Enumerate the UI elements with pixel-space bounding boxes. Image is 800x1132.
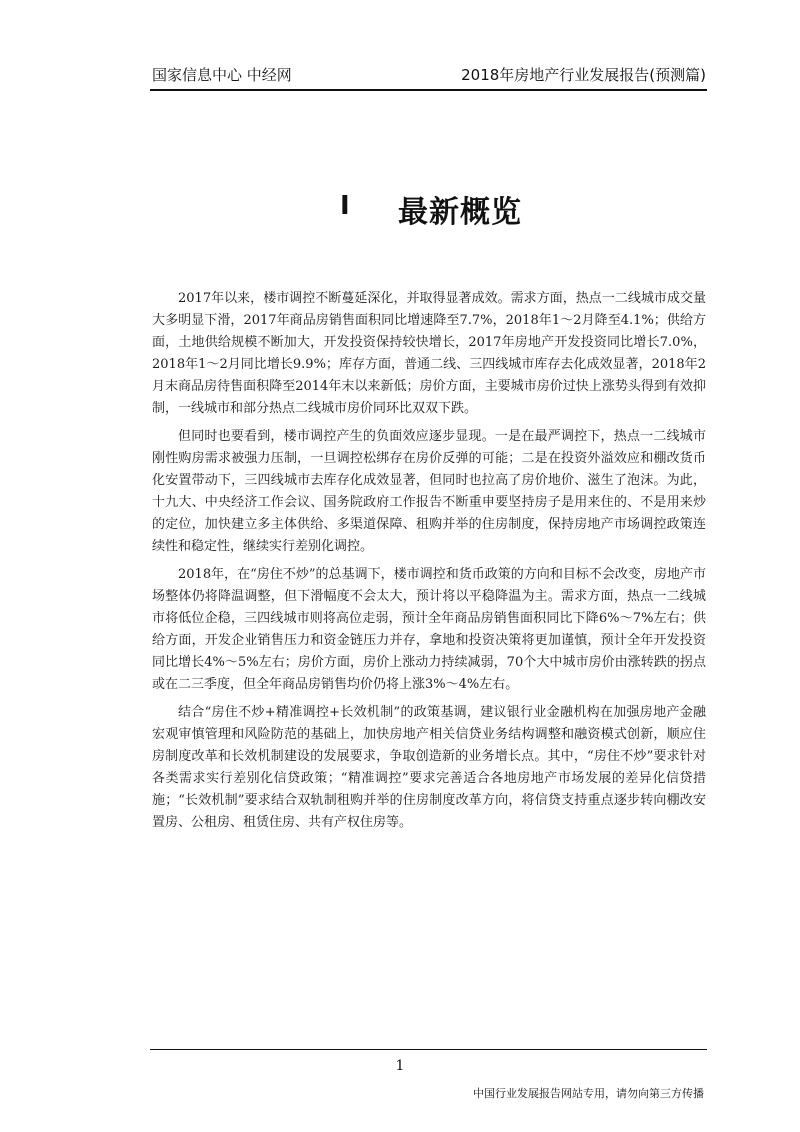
header-rule — [150, 89, 707, 91]
body-text — [152, 288, 706, 840]
chapter-title: 最新概览 — [398, 195, 522, 230]
paragraph: 结合“房住不炒+精准调控+长效机制”的政策基调，建议银行业金融机构在加强房地产金融宏观审慎管理和风险防范的基础上，加快房地产相关信贷业务结构调整和融资模式创新，顺应住房制度改革和长效机制建设的发展要求，争取创造新的业务增长点。其中，“房住不炒”要求针对各类需求实行差别化信贷政策；“精准调控”要求完善适合各地房地产市场发展的差异化信贷措施；“长效机制”要求结合双轨制租购并举的住房制度改革方向，将信贷支持重点逐步转向棚改安置房、公租房、租赁住房、共有产权住房等。 — [152, 705, 706, 830]
footer-note: 中国行业发展报告网站专用，请勿向第三方传播 — [473, 1087, 704, 1100]
header-report-title: 2018年房地产行业发展报告(预测篇) — [461, 66, 706, 84]
paragraph: 但同时也要看到，楼市调控产生的负面效应逐步显现。一是在最严调控下，热点一二线城市刚性购房需求被强力压制，一旦调控松绑存在房价反弹的可能；二是在投资外溢效应和棚改货币化安置带动下，三四线城市去库存化成效显著，但同时也拉高了房价地价、滋生了泡沫。为此，十九大、中央经济工作会议、国务院政府工作报告不断重申要坚持房子是用来住的、不是用来炒的定位，加快建立多主体供给、多渠道保障、租购并举的住房制度，保持房地产市场调控政策连续性和稳定性，继续实行差别化调控。 — [152, 429, 706, 554]
page-number: 1 — [395, 1058, 405, 1074]
footer-rule — [150, 1049, 707, 1050]
paragraph: 2017年以来，楼市调控不断蔓延深化，并取得显著成效。需求方面，热点一二线城市成交量大多明显下滑，2017年商品房销售面积同比增速降至7.7%，2018年1～2月降至4.1%；供给方面，土地供给规模不断加大，开发投资保持较快增长，2017年房地产开发投资同比增长7.0%，2018年1～2月同比增长9.9%；库存方面，普通二线、三四线城市库存去化成效显著，2018年2月末商品房待售面积降至2014年末以来新低；房价方面，主要城市房价过快上涨势头得到有效抑制，一线城市和部分热点二线城市房价同环比双双下跌。 — [152, 291, 706, 416]
paragraph: 2018年，在“房住不炒”的总基调下，楼市调控和货币政策的方向和目标不会改变，房地产市场整体仍将降温调整，但下滑幅度不会太大，预计将以平稳降温为主。需求方面，热点一二线城市将低位企稳，三四线城市则将高位走弱，预计全年商品房销售面积同比下降6%～7%左右；供给方面，开发企业销售压力和资金链压力并存，拿地和投资决策将更加谨慎，预计全年开发投资同比增长4%～5%左右；房价方面，房价上涨动力持续减弱，70个大中城市房价由涨转跌的拐点或在二三季度，但全年商品房销售均价仍将上涨3%～4%左右。 — [152, 567, 706, 692]
chapter-number: Ⅰ — [340, 191, 350, 221]
page-header — [152, 58, 706, 90]
header-publisher: 国家信息中心 中经网 — [152, 66, 292, 84]
chapter-heading — [0, 183, 800, 233]
